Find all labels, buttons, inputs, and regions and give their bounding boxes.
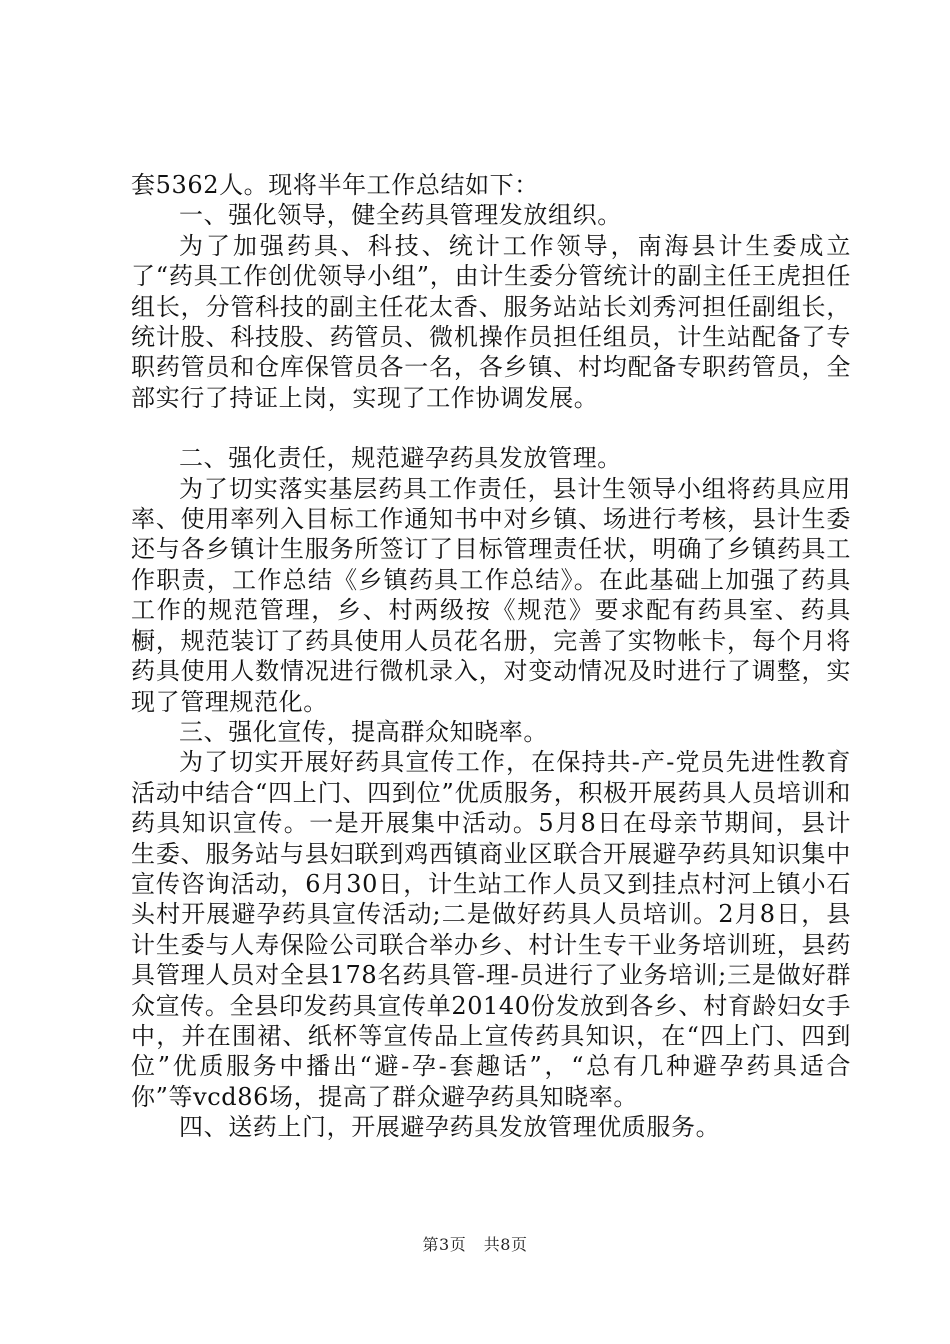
- heading-section-4: 四、送药上门，开展避孕药具发放管理优质服务。: [179, 1113, 721, 1142]
- page-number: 第3页: [422, 1235, 467, 1254]
- page-total: 共8页: [483, 1235, 528, 1254]
- paragraph-section-2: 为了切实落实基层药具工作责任，县计生领导小组将药具应用率、使用率列入目标工作通知书中对乡镇、场进行考核，县计生委还与各乡镇计生服务所签订了目标管理责任状，明确了乡镇药具工作职责，工作总结《乡镇药具工作总结》。在此基础上加强了药具工作的规范管理，乡、村两级按《规范》要求配有药具室、药具橱，规范装订了药具使用人员花名册，完善了实物帐卡，每个月将药具使用人数情况进行微机录入，对变动情况及时进行了调整，实现了管理规范化。: [131, 474, 851, 716]
- paragraph-section-1: 为了加强药具、科技、统计工作领导，南海县计生委成立了“药具工作创优领导小组”，由计生委分管统计的副主任王虎担任组长，分管科技的副主任花太香、服务站站长刘秀河担任副组长，统计股、科技股、药管员、微机操作员担任组员，计生站配备了专职药管员和仓库保管员各一名，各乡镇、村均配备专职药管员，全部实行了持证上岗，实现了工作协调发展。: [131, 231, 851, 412]
- heading-section-1: 一、强化领导，健全药具管理发放组织。: [179, 201, 622, 230]
- document-body: [131, 170, 851, 1143]
- heading-section-3: 三、强化宣传，提高群众知晓率。: [179, 717, 548, 746]
- heading-section-2: 二、强化责任，规范避孕药具发放管理。: [179, 444, 622, 473]
- page-footer: [0, 1232, 950, 1255]
- paragraph-intro-tail: 套5362人。现将半年工作总结如下：: [131, 171, 539, 199]
- paragraph-section-3: 为了切实开展好药具宣传工作，在保持共-产-党员先进性教育活动中结合“四上门、四到位”优质服务，积极开展药具人员培训和药具知识宣传。一是开展集中活动。5月8日在母亲节期间，县计生委、服务站与县妇联到鸡西镇商业区联合开展避孕药具知识集中宣传咨询活动，6月30日，计生站工作人员又到挂点村河上镇小石头村开展避孕药具宣传活动;二是做好药具人员培训。2月8日，县计生委与人寿保险公司联合举办乡、村计生专干业务培训班，县药具管理人员对全县178名药具管-理-员进行了业务培训;三是做好群众宣传。全县印发药具宣传单20140份发放到各乡、村育龄妇女手中，并在围裙、纸杯等宣传品上宣传药具知识，在“四上门、四到位”优质服务中播出“避-孕-套趣话”，“总有几种避孕药具适合你”等vcd86场，提高了群众避孕药具知晓率。: [131, 748, 851, 1111]
